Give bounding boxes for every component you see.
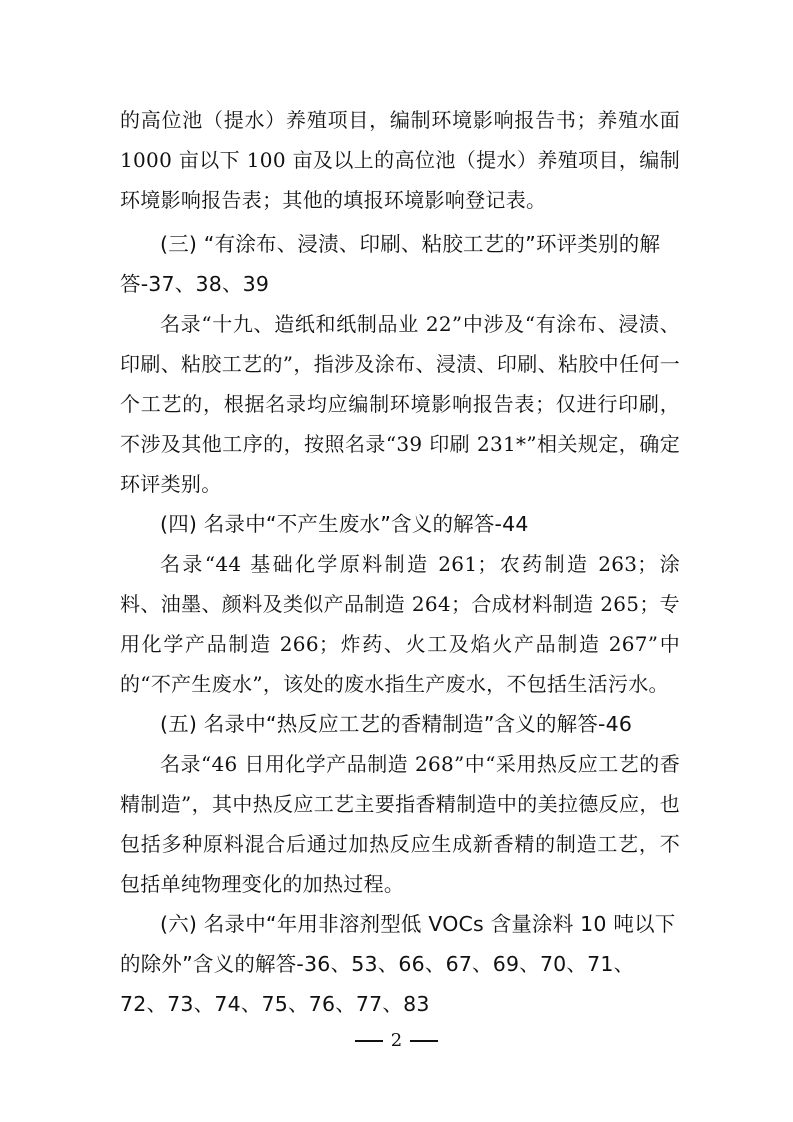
paragraph-aquaculture: 的高位池（提水）养殖项目，编制环境影响报告书；养殖水面 1000 亩以下 100 亩及以上的高位池（提水）养殖项目，编制环境影响报告表；其他的填报环境影响登记表。 [120, 108, 680, 212]
footer-dash-left [355, 1040, 383, 1042]
heading-section-4: (四) 名录中“不产生废水”含义的解答-44 [160, 512, 529, 536]
page-number: 2 [390, 1030, 403, 1051]
page-footer [0, 1026, 793, 1056]
paragraph-section-5: 名录“46 日用化学产品制造 268”中“采用热反应工艺的香精制造”，其中热反应工艺主要指香精制造中的美拉德反应，也包括多种原料混合后通过加热反应生成新香精的制造工艺，不包括单纯物理变化的加热过程。 [120, 752, 680, 896]
paragraph-section-3: 名录“十九、造纸和纸制品业 22”中涉及“有涂布、浸渍、印刷、粘胶工艺的”，指涉及涂布、浸渍、印刷、粘胶中任何一个工艺的，根据名录均应编制环境影响报告表；仅进行印刷，不涉及其他工序的，按照名录“39 印刷 231*”相关规定，确定环评类别。 [120, 312, 680, 496]
heading-section-6: (六) 名录中“年用非溶剂型低 VOCs 含量涂料 10 吨以下的除外”含义的解答-36、53、66、67、69、70、71、72、73、74、75、76、77、83 [120, 912, 676, 1016]
footer-dash-right [410, 1040, 438, 1042]
paragraph-section-4: 名录“44 基础化学原料制造 261；农药制造 263；涂料、油墨、颜料及类似产品制造 264；合成材料制造 265；专用化学产品制造 266；炸药、火工及焰火产品制造 267”中的“不产生废水”，该处的废水指生产废水，不包括生活污水。 [120, 552, 680, 696]
heading-section-5: (五) 名录中“热反应工艺的香精制造”含义的解答-46 [160, 712, 633, 736]
heading-section-3: (三) “有涂布、浸渍、印刷、粘胶工艺的”环评类别的解答-37、38、39 [120, 232, 661, 296]
